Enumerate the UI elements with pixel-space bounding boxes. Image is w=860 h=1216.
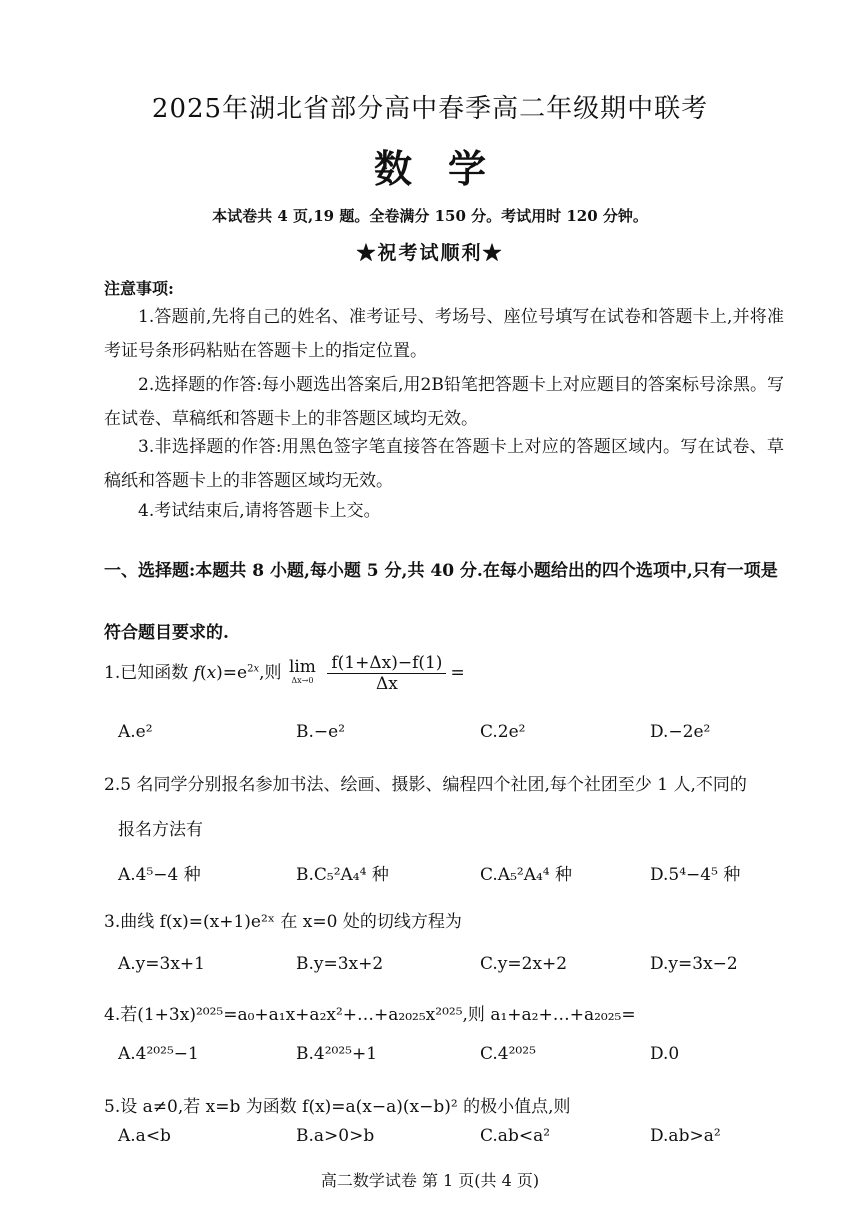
q1-option-d[interactable]: D.−2e² (650, 722, 711, 742)
q3-option-a[interactable]: A.y=3x+1 (118, 954, 205, 974)
q4-option-d[interactable]: D.0 (650, 1044, 680, 1064)
notice-item-4: 4.考试结束后,请将答题卡上交。 (138, 501, 381, 521)
exam-meta: 本试卷共 4 页,19 题。全卷满分 150 分。考试用时 120 分钟。 (212, 207, 648, 225)
q1-option-c[interactable]: C.2e² (480, 722, 526, 742)
q3-option-b[interactable]: B.y=3x+2 (296, 954, 384, 974)
subject-title: 数学 (373, 146, 522, 191)
q3-option-c[interactable]: C.y=2x+2 (480, 954, 568, 974)
q5-option-d[interactable]: D.ab>a² (650, 1126, 721, 1146)
difference-quotient: $\frac{f(1+\Delta x)-f(1)}{\Delta x}$ (327, 653, 446, 694)
question-5-stem: 5.设 a≠0,若 x=b 为函数 f(x)=a(x−a)(x−b)² 的极小值点,则 (104, 1097, 571, 1117)
question-1-stem: 1.已知函数 $f(x)=e^{2x}$,则 lim Δx→0 $\frac{f(1+\Delta x)-f(1)}{\Delta x}$ = (104, 653, 465, 694)
q5-option-b[interactable]: B.a>0>b (296, 1126, 375, 1146)
q1-option-a[interactable]: A.e² (118, 722, 153, 742)
notice-item-1: 1.答题前,先将自己的姓名、准考证号、考场号、座位号填写在试卷和答题卡上,并将准考证号条形码粘贴在答题卡上的指定位置。 (104, 307, 784, 361)
q5-option-a[interactable]: A.a<b (118, 1126, 171, 1146)
q4-option-b[interactable]: B.4²⁰²⁵+1 (296, 1044, 378, 1064)
page-footer: 高二数学试卷 第 1 页(共 4 页) (320, 1171, 540, 1190)
q3-option-d[interactable]: D.y=3x−2 (650, 954, 738, 974)
q1-option-b[interactable]: B.−e² (296, 722, 346, 742)
exam-title: 2025年湖北省部分高中春季高二年级期中联考 (151, 94, 709, 124)
q4-option-c[interactable]: C.4²⁰²⁵ (480, 1044, 536, 1064)
q2-option-b[interactable]: B.C₅²A₄⁴ 种 (296, 865, 389, 885)
question-2-stem-line2: 报名方法有 (118, 820, 203, 840)
q2-option-d[interactable]: D.5⁴−4⁵ 种 (650, 865, 741, 885)
question-2-stem-line1: 2.5 名同学分别报名参加书法、绘画、摄影、编程四个社团,每个社团至少 1 人,不同的 (104, 775, 747, 795)
q5-option-c[interactable]: C.ab<a² (480, 1126, 551, 1146)
question-3-stem: 3.曲线 f(x)=(x+1)e²ˣ 在 x=0 处的切线方程为 (104, 912, 462, 932)
notice-item-3: 3.非选择题的作答:用黑色签字笔直接答在答题卡上对应的答题区域内。写在试卷、草稿纸和答题卡上的非答题区域均无效。 (104, 437, 784, 491)
section-1-heading: 一、选择题:本题共 8 小题,每小题 5 分,共 40 分.在每小题给出的四个选项中,只有一项是符合题目要求的. (104, 561, 778, 643)
q2-option-c[interactable]: C.A₅²A₄⁴ 种 (480, 865, 573, 885)
q2-option-a[interactable]: A.4⁵−4 种 (118, 865, 201, 885)
question-4-stem: 4.若(1+3x)²⁰²⁵=a₀+a₁x+a₂x²+…+a₂₀₂₅x²⁰²⁵,则 a₁+a₂+…+a₂₀₂₅= (104, 1005, 636, 1025)
notice-heading: 注意事项: (104, 279, 174, 298)
good-luck-banner: ★祝考试顺利★ (356, 242, 504, 264)
q4-option-a[interactable]: A.4²⁰²⁵−1 (118, 1044, 199, 1064)
notice-item-2: 2.选择题的作答:每小题选出答案后,用2B铅笔把答题卡上对应题目的答案标号涂黑。写在试卷、草稿纸和答题卡上的非答题区域均无效。 (104, 375, 784, 429)
limit-operator: lim Δx→0 (288, 656, 316, 685)
